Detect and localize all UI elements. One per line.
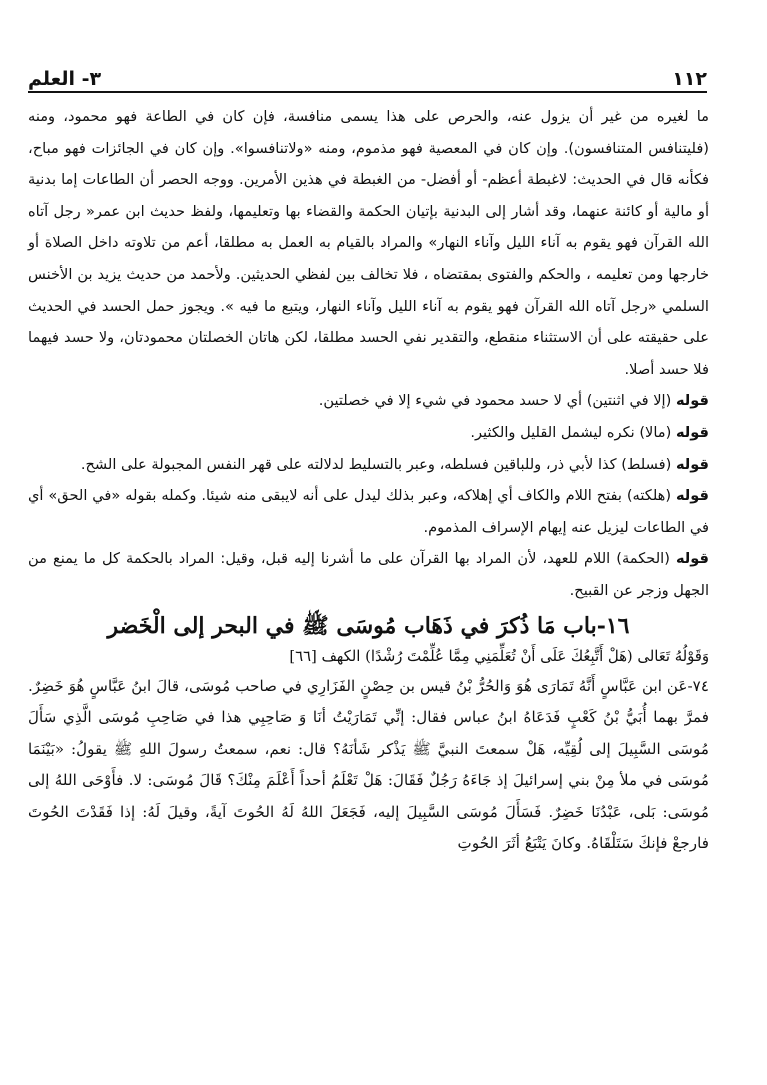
note-label: قوله: [675, 392, 709, 410]
note-text: (فسلط) كذا لأبي ذر، وللباقين فسلطه، وعبر بالتسليط لدلالته على قهر النفس المجبولة على الشح.: [80, 455, 676, 473]
page-body: [28, 101, 709, 1065]
header-rule: [28, 91, 707, 93]
page-header: [28, 56, 707, 90]
note-label: قوله: [675, 455, 709, 473]
section-title: ٣- العلم: [28, 68, 102, 90]
note-halakatihi: [28, 480, 709, 543]
page-number: ١١٢: [672, 68, 707, 90]
note-text: (هلكته) بفتح اللام والكاف أي إهلاكه، وعبر بذلك ليدل على أنه لايبقى منه شيئا. وكمله بقوله «في الحق» أي في الطاعات ليزيل عنه إيهام الإسراف المذموم.: [28, 487, 709, 536]
note-fasallata: [28, 449, 709, 481]
note-text: (إلا في اثنتين) أي لا حسد محمود في شيء إلا في خصلتين.: [318, 392, 676, 410]
note-label: قوله: [675, 487, 709, 505]
commentary-paragraph: ما لغيره من غير أن يزول عنه، والحرص على هذا يسمى منافسة، فإن كان في الطاعة فهو محمود، ومنه (فليتنافس المتنافسون). وإن كان في المعصية فهو مذموم، ومنه «ولاتنافسوا». وإن كان في الجائزات فهو مباح، فكأنه قال في الحديث: لاغبطة أعظم- أو أفضل- من الغبطة في هذين الأمرين. ووجه الحصر أن الطاعات إما بدنية أو مالية أو كائنة عنهما، وقد أشار إلى البدنية بإتيان الحكمة والقضاء بها وتعليمها، ولفظ حديث ابن عمر« رجل آتاه الله القرآن فهو يقوم به آناء الليل وآناء النهار» والمراد بالقيام به العمل به مطلقا، أعم من تلاوته داخل الصلاة أو خارجها ومن تعليمه ، والحكم والفتوى بمقتضاه ، فلا تخالف بين لفظي الحديثين. ولأحمد من حديث يزيد بن الأخنس السلمي «رجل آتاه الله القرآن فهو يقوم به آناء الليل وآناء النهار، ويتبع ما فيه ». ويجوز حمل الحسد في الحديث على حقيقته على أن الاستثناء منقطع، والتقدير نفي الحسد مطلقا، لكن هاتان الخصلتان محمودتان، ولا حسد فيهما فلا حسد أصلا.: [28, 108, 709, 378]
note-al-hikmah: [28, 543, 709, 606]
note-text: (مالا) نكره ليشمل القليل والكثير.: [470, 423, 676, 441]
chapter-heading: ١٦-باب مَا ذُكرَ في ذَهَاب مُوسَى ﷺ في البحر إلى الْخَضر: [107, 612, 630, 639]
note-text: (الحكمة) اللام للعهد، لأن المراد بها القرآن على ما أشرنا إليه قبل، وقيل: المراد بالحكمة كل ما يمنع من الجهل وزجر عن القبيح.: [28, 550, 709, 599]
note-illa-ithnatayn: [28, 385, 709, 417]
note-malan: [28, 417, 709, 449]
note-label: قوله: [675, 550, 709, 568]
quran-verse: وَقَوْلُهُ تَعَالى (هَلْ أَتَّبِعُكَ عَلَى أَنْ تُعَلِّمَنِي مِمَّا عُلِّمْتَ رُشْدًا) الكهف [٦٦]: [289, 647, 709, 665]
note-label: قوله: [675, 423, 709, 441]
hadith-text: ٧٤-عَن ابن عَبَّاسٍ أَنَّهُ تَمَارَى هُوَ وَالحُرُّ بْنُ قيس بن حِصْنٍ الفَزَارِي في صاحب مُوسَى، قالَ ابنُ عَبَّاسٍ هُوَ خَضِرٌ. فمرَّ بهما أُبَيُّ بْنُ كَعْبٍ فَدَعَاهُ ابنُ عباس فقال: إنِّي تَمَارَيْتُ أنَا وَ صَاحِبِي هذا في صَاحِبِ مُوسَى الَّذِي سَأَلَ مُوسَى السَّبِيلَ إلى لُقِيِّه، هَلْ سمعتَ النبيَّ ﷺ يَذْكر شَأنَهُ؟ قال: نعم، سمعتُ رسولَ اللهِ ﷺ يقولُ: «بَيْنَمَا مُوسَى في ملأ مِنْ بني إسرائيلَ إذ جَاءَهُ رَجُلٌ فَقَالَ: هَلْ تَعْلَمُ أحداً أَعْلَمَ مِنْكَ؟ قَالَ مُوسَى: لا. فأَوْحَى اللهُ إلى مُوسَى: بَلى، عَبْدُنَا خَضِرٌ. فَسَأَلَ مُوسَى السَّبِيلَ إليه، فَجَعَلَ اللهُ لَهُ الحُوتَ آيةً، وقيلَ لَهُ: إذا فَقَدْتَ الحُوتَ فارجعْ فإنكَ سَتَلْقَاهُ. وكانَ يَتْبَعُ أثَرَ الحُوتِ: [28, 676, 709, 853]
